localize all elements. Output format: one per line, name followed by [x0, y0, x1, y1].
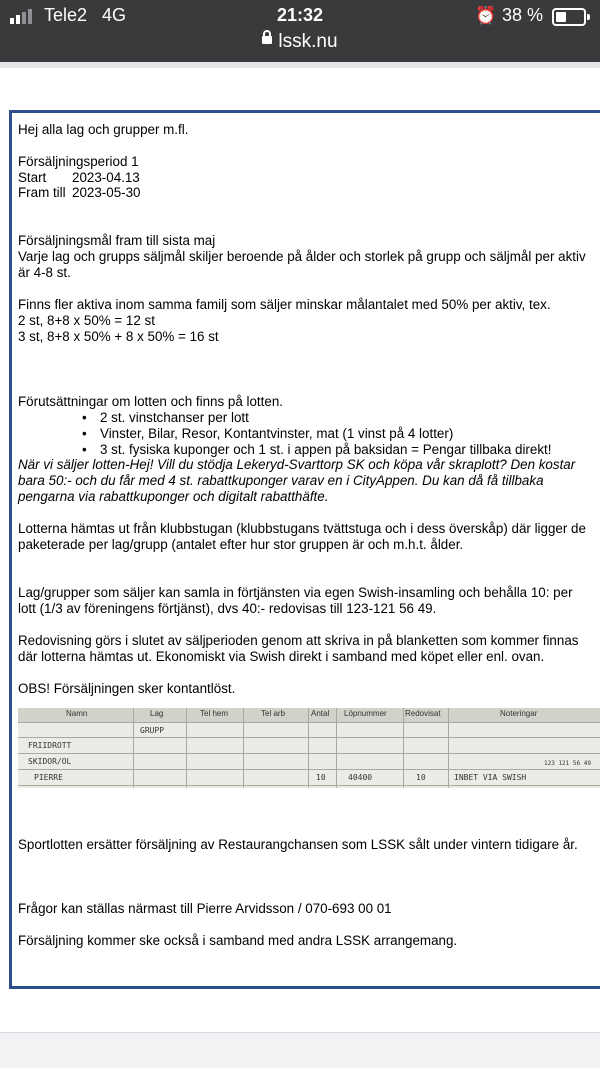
contact-info: Frågor kan ställas närmast till Pierre Arvidsson / 070-693 00 01: [18, 901, 392, 916]
form-row-name: FRIIDROTT: [28, 741, 72, 750]
lock-icon: [262, 36, 272, 44]
pickup-info: paketerade per lag/grupp (antalet efter hur stor gruppen är och m.h.t. ålder.: [18, 537, 464, 552]
address-bar[interactable]: [0, 31, 600, 53]
url-text: lssk.nu: [278, 31, 338, 52]
sales-pitch: bara 50:- och du får med 4 st. rabattkuponger varav en i CityAppen. Du kan då få tillbaka: [18, 473, 544, 488]
conditions-title: Förutsättningar om lotten och finns på lotten.: [18, 394, 283, 409]
carrier-label: Tele2 4G: [44, 5, 127, 25]
bullet-item: • 2 st. vinstchanser per lott: [82, 410, 249, 426]
form-header: Lag: [150, 709, 164, 718]
form-header: Noteringar: [500, 709, 538, 718]
replacement-info: Sportlotten ersätter försäljning av Restaurangchansen som LSSK sålt under vintern tidigare år.: [18, 837, 578, 852]
form-row-note-number: 123 121 56 49: [544, 760, 591, 767]
report-info: där lotterna hämtas ut. Ekonomiskt via Swish direkt i samband med köpet eller enl. ovan.: [18, 649, 545, 664]
document-page: [9, 110, 600, 989]
goal-line: Varje lag och grupps säljmål skiljer beroende på ålder och storlek på grupp och säljmål per aktiv: [18, 249, 586, 264]
greeting: Hej alla lag och grupper m.fl.: [18, 122, 189, 137]
sales-pitch: När vi säljer lotten-Hej! Vill du stödja Lekeryd-Svarttorp SK och köpa vår skraplott? Den kostar: [18, 457, 576, 472]
sales-form-photo: [18, 708, 600, 788]
other-events-info: Försäljning kommer ske också i samband med andra LSSK arrangemang.: [18, 933, 458, 948]
form-row-note: INBET VIA SWISH: [454, 773, 527, 782]
form-header: Namn: [66, 709, 88, 718]
pickup-info: Lotterna hämtas ut från klubbstugan (klubbstugans tvättstuga och i dess överskåp) där ligger de: [18, 521, 586, 536]
swish-info: lott (1/3 av föreningens förtjänst), dvs 40:- redovisas till 123-121 56 49.: [18, 601, 437, 616]
sales-pitch: pengarna via rabattkuponger och digitalt rabatthäfte.: [18, 489, 329, 504]
form-header: Redovisat: [405, 709, 441, 718]
period-title: Försäljningsperiod 1: [18, 154, 139, 169]
form-row-redovisat: 10: [416, 773, 426, 782]
cashless-notice: OBS! Försäljningen sker kontantlöst.: [18, 681, 236, 696]
toolbar-divider: [0, 62, 600, 68]
goal-line: är 4-8 st.: [18, 265, 71, 280]
form-row-lopnummer: 40400: [348, 773, 373, 782]
form-row-name: PIERRE: [34, 773, 63, 782]
battery-icon: [552, 8, 586, 26]
form-header: Tel arb: [261, 709, 286, 718]
family-rule: Finns fler aktiva inom samma familj som säljer minskar målantalet med 50% per aktiv, tex.: [18, 297, 551, 312]
form-subheader: GRUPP: [140, 726, 165, 735]
clock: 21:32: [276, 5, 324, 25]
end-label: Fram till: [18, 185, 66, 200]
example-line: 2 st, 8+8 x 50% = 12 st: [18, 313, 155, 328]
alarm-icon: ⏰: [475, 6, 497, 25]
example-line: 3 st, 8+8 x 50% + 8 x 50% = 16 st: [18, 329, 219, 344]
swish-info: Lag/grupper som säljer kan samla in förtjänsten via egen Swish-insamling och behålla 10: per: [18, 585, 573, 600]
form-header: Tel hem: [200, 709, 229, 718]
form-row-name: SKIDOR/OL: [28, 757, 72, 766]
battery-percent: 38 %: [502, 5, 544, 25]
end-date: 2023-05-30: [72, 185, 141, 200]
form-row-antal: 10: [316, 773, 326, 782]
bullet-item: • Vinster, Bilar, Resor, Kontantvinster, mat (1 vinst på 4 lotter): [82, 426, 453, 442]
network-label: 4G: [102, 5, 127, 25]
form-header: Löpnummer: [344, 709, 387, 718]
start-date: 2023-04.13: [72, 170, 140, 185]
form-header: Antal: [311, 709, 330, 718]
browser-top-bar: [0, 0, 600, 62]
start-label: Start: [18, 170, 47, 185]
report-info: Redovisning görs i slutet av säljperioden genom att skriva in på blanketten som kommer finnas: [18, 633, 579, 648]
bullet-item: • 3 st. fysiska kuponger och 1 st. i appen på baksidan = Pengar tillbaka direkt!: [82, 442, 551, 458]
browser-bottom-bar: [0, 1032, 600, 1068]
goal-title: Försäljningsmål fram till sista maj: [18, 233, 216, 248]
